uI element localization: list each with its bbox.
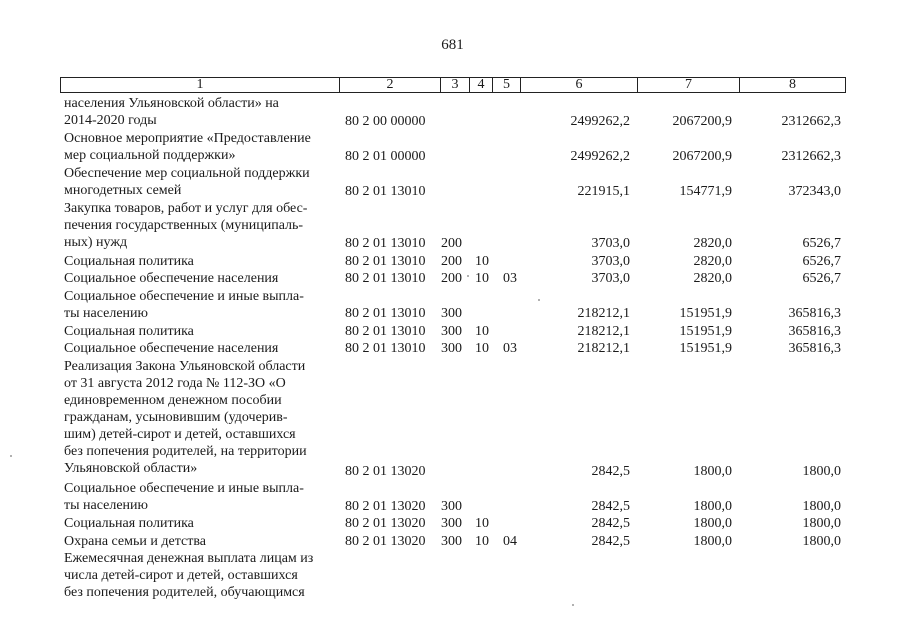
cell-col-4: 10 — [475, 271, 489, 286]
cell-value-6: 218212,1 — [577, 341, 630, 356]
table-header — [60, 77, 846, 93]
description-line: мер социальной поддержки» — [64, 148, 236, 163]
header-col-2: 2 — [340, 78, 441, 92]
cell-value-8: 1800,0 — [802, 516, 841, 531]
cell-value-6: 2842,5 — [591, 533, 630, 549]
cell-col-3: 300 — [441, 498, 462, 514]
header-col-6: 6 — [521, 78, 638, 92]
cell-code: 80 2 01 13020 — [345, 516, 426, 531]
header-col-1: 1 — [61, 78, 340, 92]
cell-value-7: 151951,9 — [679, 341, 732, 356]
description-line: шим) детей-сирот и детей, оставшихся — [64, 426, 296, 442]
cell-col-4: 10 — [475, 253, 489, 269]
row-description — [64, 95, 334, 129]
row-description — [64, 288, 334, 322]
cell-value-7: 2820,0 — [693, 253, 732, 269]
cell-value-8: 2312662,3 — [781, 113, 841, 129]
cell-col-5: 04 — [503, 533, 517, 549]
header-col-3: 3 — [441, 78, 470, 92]
cell-col-3: 200 — [441, 236, 462, 251]
cell-value-6: 2842,5 — [591, 516, 630, 531]
cell-code: 80 2 01 13010 — [345, 341, 426, 356]
page-number: 681 — [441, 37, 464, 53]
description-line: Закупка товаров, работ и услуг для обес- — [64, 201, 308, 216]
scan-speck — [467, 275, 469, 277]
description-line: населения Ульяновской области» на — [64, 96, 279, 111]
description-line: ных) нужд — [64, 235, 128, 250]
cell-col-4: 10 — [475, 341, 489, 356]
cell-value-8: 2312662,3 — [781, 148, 841, 164]
cell-value-6: 2499262,2 — [570, 113, 630, 129]
cell-code: 80 2 01 00000 — [345, 148, 426, 164]
cell-value-8: 6526,7 — [802, 271, 841, 286]
cell-col-3: 200 — [441, 253, 462, 269]
cell-value-7: 2820,0 — [693, 236, 732, 251]
header-col-7: 7 — [638, 78, 740, 92]
row-description — [64, 533, 334, 550]
cell-value-8: 365816,3 — [788, 323, 841, 339]
cell-col-3: 300 — [441, 533, 462, 549]
description-line: Социальная политика — [64, 253, 194, 269]
scan-speck — [572, 604, 574, 606]
description-line: Основное мероприятие «Предоставление — [64, 131, 311, 146]
cell-value-7: 151951,9 — [679, 306, 732, 321]
cell-code: 80 2 01 13010 — [345, 271, 426, 286]
cell-value-8: 6526,7 — [802, 253, 841, 269]
cell-col-3: 300 — [441, 306, 462, 321]
description-line: Ульяновской области» — [64, 460, 198, 476]
cell-code: 80 2 01 13010 — [345, 306, 426, 321]
cell-value-8: 1800,0 — [802, 463, 841, 479]
description-line: печения государственных (муниципаль- — [64, 218, 304, 233]
cell-value-6: 218212,1 — [577, 306, 630, 321]
cell-code: 80 2 01 13010 — [345, 253, 426, 269]
description-line: без попечения родителей, обучающимся — [64, 585, 305, 600]
description-line: Социальная политика — [64, 516, 194, 531]
header-col-8: 8 — [789, 77, 796, 92]
row-description — [64, 340, 334, 357]
cell-value-6: 3703,0 — [591, 253, 630, 269]
description-line: Ежемесячная денежная выплата лицам из — [64, 551, 314, 566]
description-line: ты населению — [64, 305, 148, 321]
header-col-5: 5 — [493, 78, 521, 92]
description-line: Социальное обеспечение и иные выпла- — [64, 288, 304, 304]
cell-value-6: 218212,1 — [577, 323, 630, 339]
cell-code: 80 2 01 13010 — [345, 183, 426, 199]
cell-code: 80 2 01 13020 — [345, 498, 426, 514]
cell-value-6: 221915,1 — [577, 183, 630, 199]
row-description — [64, 130, 334, 164]
row-description — [64, 165, 334, 199]
description-line: ты населению — [64, 498, 148, 513]
cell-col-5: 03 — [503, 271, 517, 286]
cell-value-7: 2067200,9 — [672, 148, 732, 164]
cell-code: 80 2 01 13020 — [345, 533, 426, 549]
cell-col-5: 03 — [503, 341, 517, 356]
cell-value-7: 1800,0 — [693, 533, 732, 549]
cell-value-6: 2842,5 — [591, 498, 630, 514]
row-description — [64, 550, 334, 601]
cell-value-8: 1800,0 — [802, 498, 841, 514]
cell-value-8: 1800,0 — [802, 533, 841, 549]
scan-speck — [10, 455, 12, 457]
cell-value-7: 154771,9 — [679, 183, 732, 199]
cell-value-6: 2499262,2 — [570, 148, 630, 164]
cell-code: 80 2 01 13010 — [345, 236, 426, 251]
description-line: гражданам, усыновившим (удочерив- — [64, 409, 288, 425]
description-line: Обеспечение мер социальной поддержки — [64, 166, 310, 181]
row-description — [64, 515, 334, 532]
description-line: 2014-2020 годы — [64, 113, 157, 128]
cell-code: 80 2 01 13020 — [345, 463, 426, 479]
cell-col-3: 200 — [441, 271, 462, 286]
cell-value-7: 151951,9 — [679, 323, 732, 339]
description-line: единовременном денежном пособии — [64, 392, 282, 408]
row-description — [64, 200, 334, 251]
cell-value-8: 372343,0 — [788, 183, 841, 199]
row-description — [64, 270, 334, 287]
cell-value-7: 2820,0 — [693, 271, 732, 286]
cell-value-8: 6526,7 — [802, 236, 841, 251]
cell-code: 80 2 00 00000 — [345, 113, 426, 129]
header-col-4: 4 — [470, 78, 493, 92]
description-line: от 31 августа 2012 года № 112-ЗО «О — [64, 375, 286, 391]
row-description — [64, 480, 334, 514]
cell-col-3: 300 — [441, 323, 462, 339]
cell-col-4: 10 — [475, 323, 489, 339]
description-line: Социальное обеспечение и иные выпла- — [64, 481, 304, 496]
cell-value-6: 2842,5 — [591, 463, 630, 479]
cell-value-6: 3703,0 — [591, 236, 630, 251]
cell-value-7: 1800,0 — [693, 498, 732, 514]
cell-value-8: 365816,3 — [788, 341, 841, 356]
cell-value-7: 2067200,9 — [672, 113, 732, 129]
row-description — [64, 358, 334, 477]
cell-col-4: 10 — [475, 516, 489, 531]
cell-value-8: 365816,3 — [788, 306, 841, 321]
cell-code: 80 2 01 13010 — [345, 323, 426, 339]
scan-speck — [538, 299, 540, 301]
cell-value-6: 3703,0 — [591, 271, 630, 286]
cell-value-7: 1800,0 — [693, 463, 732, 479]
description-line: Охрана семьи и детства — [64, 533, 206, 549]
description-line: Социальное обеспечение населения — [64, 271, 279, 286]
cell-value-7: 1800,0 — [693, 516, 732, 531]
cell-col-4: 10 — [475, 533, 489, 549]
cell-col-3: 300 — [441, 341, 462, 356]
description-line: Социальная политика — [64, 323, 194, 339]
description-line: Реализация Закона Ульяновской области — [64, 358, 306, 374]
row-description — [64, 323, 334, 340]
row-description — [64, 253, 334, 270]
description-line: Социальное обеспечение населения — [64, 341, 279, 356]
description-line: числа детей-сирот и детей, оставшихся — [64, 568, 298, 583]
description-line: многодетных семей — [64, 183, 182, 198]
cell-col-3: 300 — [441, 516, 462, 531]
description-line: без попечения родителей, на территории — [64, 443, 307, 459]
